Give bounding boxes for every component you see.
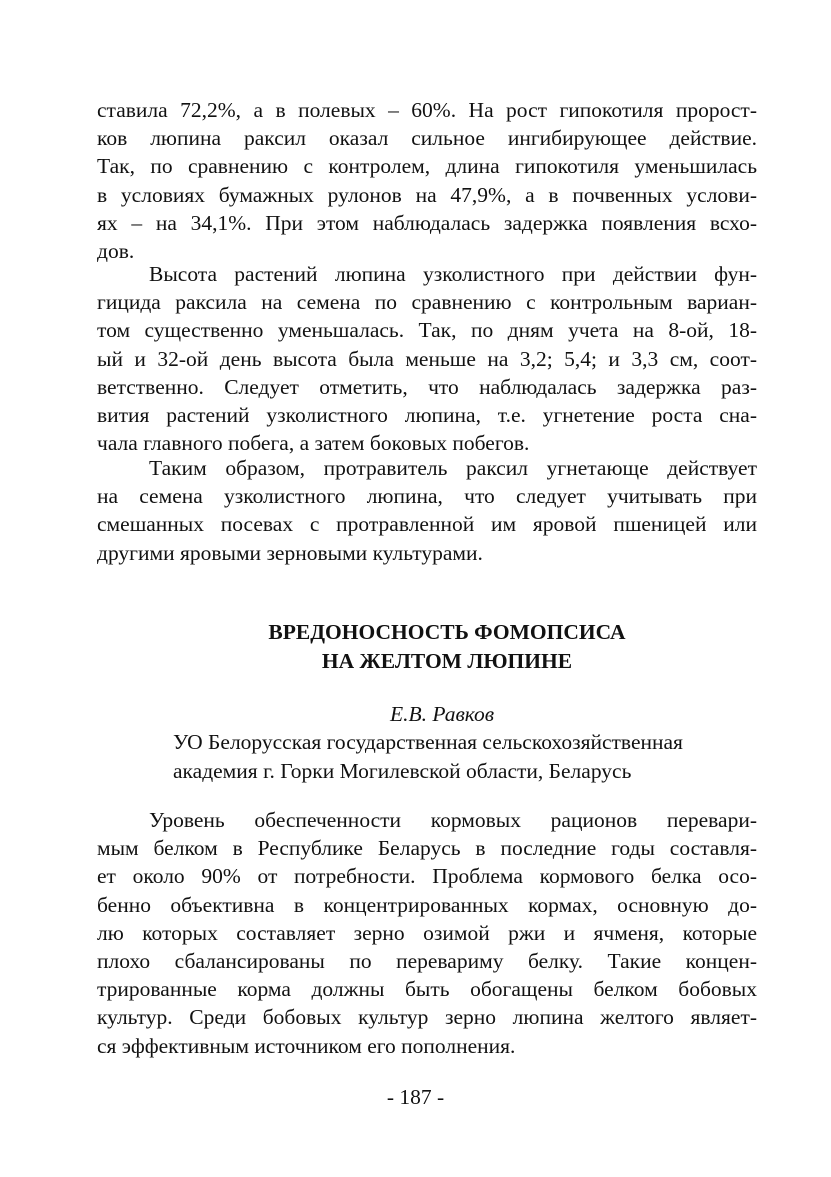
text-line: ет около 90% от потребности. Проблема кормового белка осо- <box>97 864 757 889</box>
paragraph-conclusion <box>97 454 757 567</box>
text-line: на семена узколистного люпина, что следует учитывать при <box>97 484 757 509</box>
paragraph-continuation <box>97 96 757 265</box>
text-line: трированные корма должны быть обогащены белком бобовых <box>97 977 757 1002</box>
text-line: ый и 32-ой день высота была меньше на 3,2; 5,4; и 3,3 см, соот- <box>97 346 757 371</box>
title-line: ВРЕДОНОСНОСТЬ ФОМОПСИСА <box>268 620 626 644</box>
text-line: ставила 72,2%, а в полевых – 60%. На рост гипокотиля пророст- <box>97 98 757 122</box>
text-line: Таким образом, протравитель раксил угнетающе действует <box>149 456 757 480</box>
text-line: Так, по сравнению с контролем, длина гипокотиля уменьшилась <box>97 154 757 179</box>
text-line: Уровень обеспеченности кормовых рационов перевари- <box>149 808 757 832</box>
text-line: гицида раксила на семена по сравнению с контрольным вариан- <box>97 290 757 315</box>
article-title <box>97 618 797 676</box>
author-name: Е.В. Равков <box>390 702 495 726</box>
text-line: плохо сбалансированы по перевариму белку. Такие концен- <box>97 949 757 974</box>
text-line: ков люпина раксил оказал сильное ингибирующее действие. <box>97 126 757 151</box>
text-line: в условиях бумажных рулонов на 47,9%, а в почвенных услови- <box>97 182 757 207</box>
affiliation <box>173 728 683 785</box>
text-line: лю которых составляет зерно озимой ржи и ячменя, которые <box>97 920 757 945</box>
paragraph-intro <box>97 806 757 1060</box>
text-line: ях – на 34,1%. При этом наблюдалась задержка появления всхо- <box>97 210 757 235</box>
text-line: ся эффективным источником его пополнения. <box>97 1033 516 1058</box>
text-line: культур. Среди бобовых культур зерно люпина желтого являет- <box>97 1005 757 1030</box>
text-line: Высота растений люпина узколистного при действии фун- <box>149 262 757 286</box>
text-line: том существенно уменьшалась. Так, по дням учета на 8-ой, 18- <box>97 318 757 343</box>
text-line: чала главного побега, а затем боковых побегов. <box>97 431 530 456</box>
text-line: вития растений узколистного люпина, т.е. угнетение роста сна- <box>97 403 757 428</box>
title-line: НА ЖЕЛТОМ ЛЮПИНЕ <box>321 649 573 673</box>
text-line: дов. <box>97 239 135 264</box>
text-line: бенно объективна в концентрированных кормах, основную до- <box>97 892 757 917</box>
text-line: смешанных посевах с протравленной им яровой пшеницей или <box>97 512 757 537</box>
paragraph-plant-height <box>97 260 757 457</box>
affiliation-line: академия г. Горки Могилевской области, Беларусь <box>173 758 632 783</box>
affiliation-line: УО Белорусская государственная сельскохозяйственная <box>173 730 683 754</box>
text-line: другими яровыми зерновыми культурами. <box>97 540 483 565</box>
page-number: - 187 - <box>386 1085 445 1109</box>
text-line: ветственно. Следует отметить, что наблюдалась задержка раз- <box>97 374 757 399</box>
text-line: мым белком в Республике Беларусь в последние годы составля- <box>97 836 757 861</box>
